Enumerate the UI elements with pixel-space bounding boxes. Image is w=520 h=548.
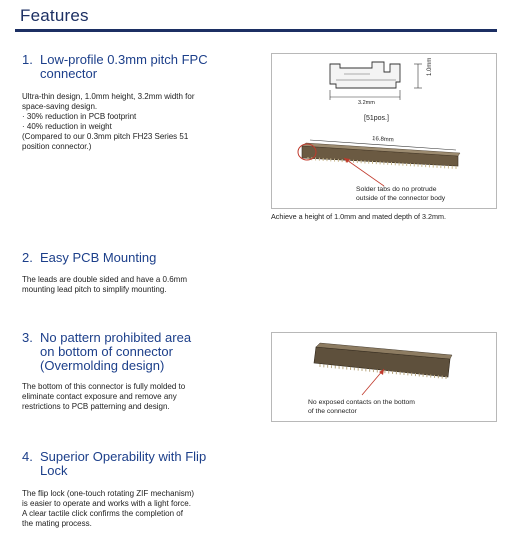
width-dimension-label: 3.2mm: [358, 100, 375, 106]
positions-label: [51pos.]: [364, 115, 389, 122]
feature-2-number: 2.: [22, 250, 33, 265]
feature-4-title-line1: Superior Operability with Flip: [40, 449, 207, 464]
feature-3-title-line3: (Overmolding design): [40, 358, 165, 373]
feature-1-body-line: space-saving design.: [22, 102, 98, 111]
connector-dimension-drawing: [272, 54, 498, 210]
figure-1-caption: Achieve a height of 1.0mm and mated depth of 3.2mm.: [271, 212, 446, 221]
feature-3-body: [22, 382, 254, 412]
feature-1-body-line: (Compared to our 0.3mm pitch FH23 Series 51: [22, 132, 189, 141]
feature-2-title-line1: Easy PCB Mounting: [40, 250, 157, 265]
feature-2-body-line: The leads are double sided and have a 0.6mm: [22, 275, 187, 284]
connector-profile-outline: [330, 62, 400, 88]
feature-1-body-line: Ultra-thin design, 1.0mm height, 3.2mm width for: [22, 92, 195, 101]
solder-tab-note-line2: outside of the connector body: [356, 195, 446, 202]
feature-1-number: 1.: [22, 52, 33, 67]
feature-4-body-line: the mating process.: [22, 519, 92, 528]
length-dimension-label: 16.8mm: [371, 136, 394, 144]
feature-3-number: 3.: [22, 330, 33, 345]
feature-4-number: 4.: [22, 449, 33, 464]
feature-4-heading: [22, 450, 206, 478]
feature-1-title-line1: Low-profile 0.3mm pitch FPC: [40, 52, 208, 67]
note-arrow: [344, 158, 384, 186]
feature-3-body-line: eliminate contact exposure and remove any: [22, 392, 177, 401]
feature-4-body: [22, 489, 254, 529]
feature-3-body-line: The bottom of this connector is fully molded to: [22, 382, 186, 391]
feature-1-body-line: position connector.): [22, 142, 92, 151]
connector-bottom-figure: [271, 332, 497, 422]
feature-3-body-line: restrictions to PCB patterning and design.: [22, 402, 170, 411]
height-dimension-label: 1.0mm: [427, 57, 433, 76]
feature-3-title-line2: on bottom of connector: [40, 344, 173, 359]
feature-2-body: [22, 275, 254, 295]
feature-1-body-line: · 30% reduction in PCB footprint: [22, 112, 137, 121]
feature-3-title-line1: No pattern prohibited area: [40, 330, 192, 345]
feature-4-body-line: The flip lock (one-touch rotating ZIF mechanism): [22, 489, 195, 498]
page-title: Features: [20, 6, 89, 25]
connector-dimension-figure: [271, 53, 497, 209]
title-divider: [15, 29, 497, 32]
feature-4-title-line2: Lock: [40, 463, 68, 478]
feature-1-heading: [22, 53, 208, 81]
bottom-note-line1: No exposed contacts on the bottom: [308, 399, 415, 406]
feature-1-title-line2: connector: [40, 66, 98, 81]
connector-bottom-drawing: [272, 333, 498, 423]
feature-2-body-line: mounting lead pitch to simplify mounting.: [22, 285, 167, 294]
feature-1-body-line: · 40% reduction in weight: [22, 122, 112, 131]
solder-tab-note-line1: Solder tabs do no protrude: [356, 186, 437, 193]
feature-4-body-line: is easier to operate and works with a light force.: [22, 499, 191, 508]
feature-3-heading: [22, 331, 191, 373]
feature-2-heading: [22, 251, 156, 265]
feature-1-body: [22, 92, 254, 152]
bottom-note-line2: of the connector: [308, 408, 357, 415]
feature-4-body-line: A clear tactile click confirms the completion of: [22, 509, 183, 518]
